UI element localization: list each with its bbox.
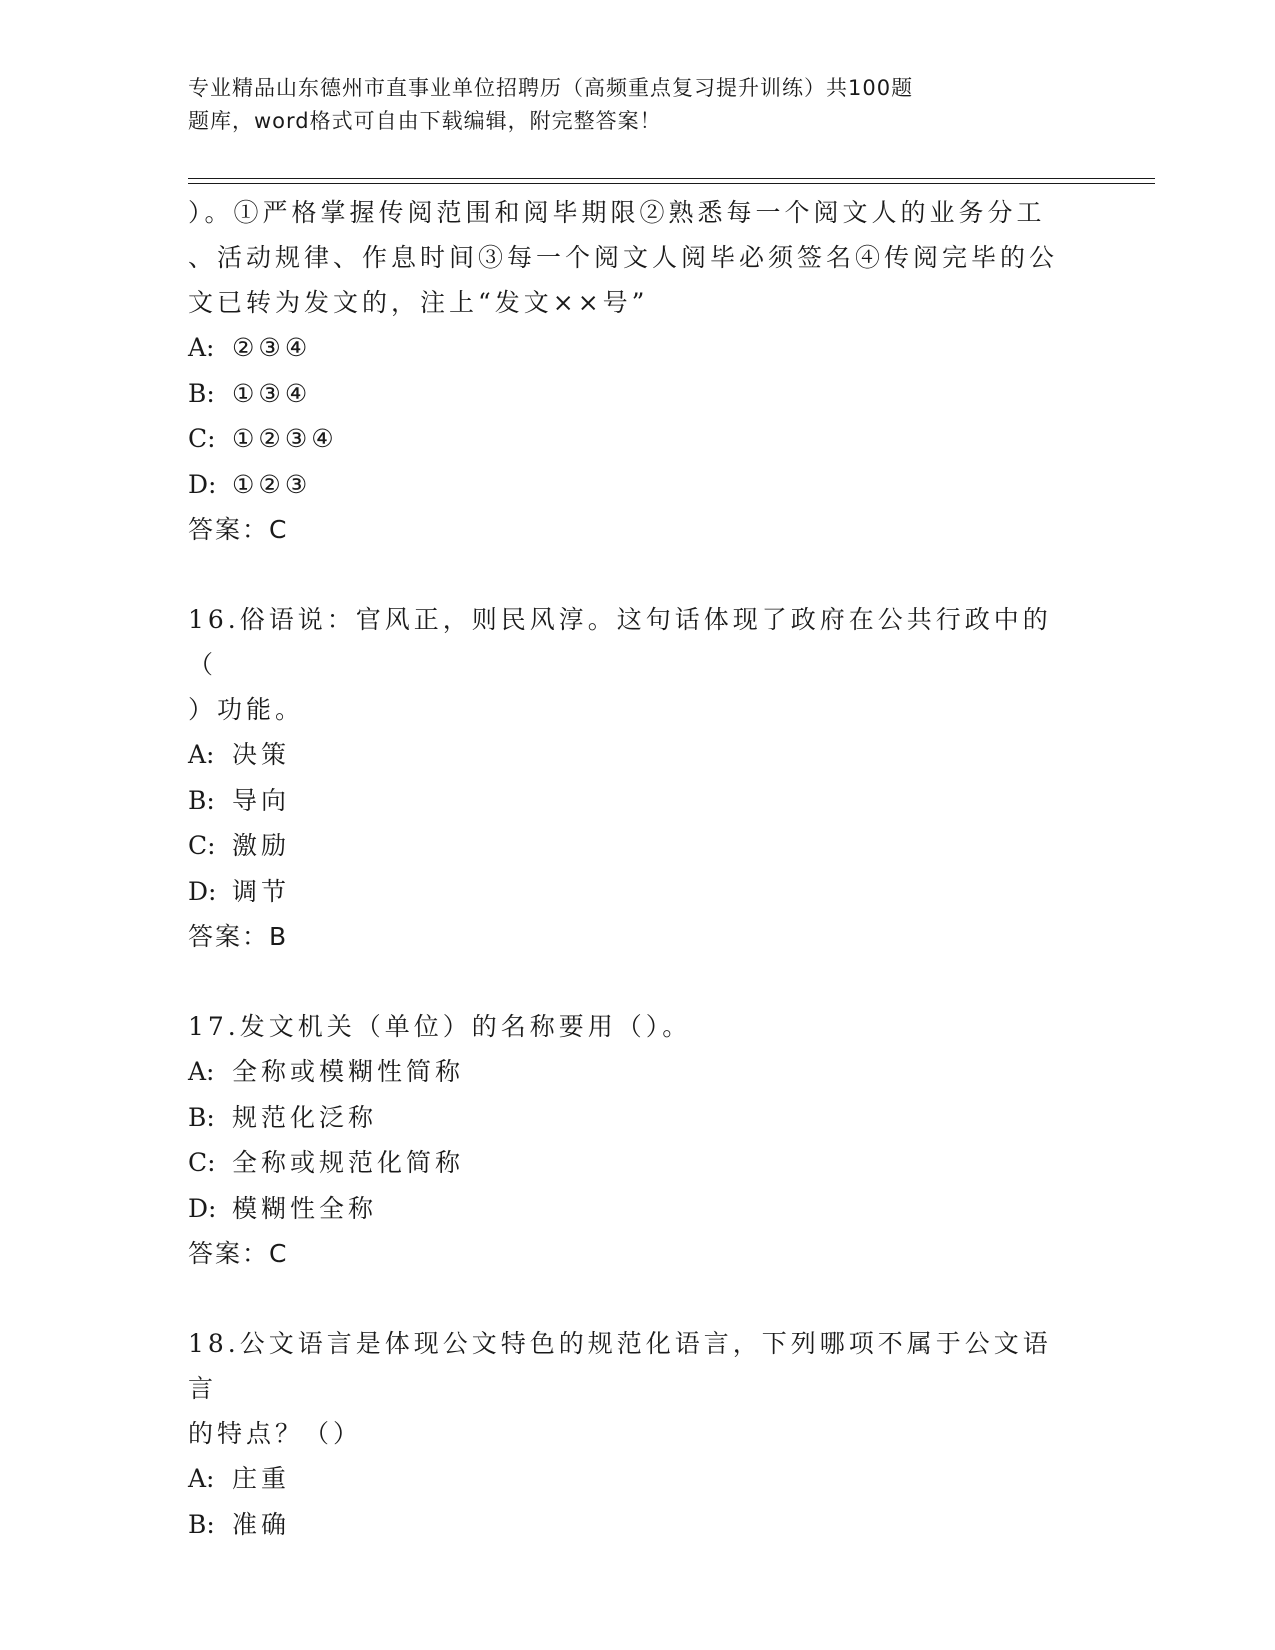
- header-line-1: 专业精品山东德州市直事业单位招聘历（高频重点复习提升训练）共100题: [188, 76, 914, 100]
- question-text-line: 16.俗语说：官风正，则民风淳。这句话体现了政府在公共行政中的（: [188, 605, 1052, 679]
- option-key: A:: [188, 740, 215, 769]
- option-text: ①②③: [232, 469, 312, 499]
- option-c: [188, 1140, 1068, 1186]
- question-block: [188, 1321, 1068, 1547]
- option-text: 模糊性全称: [232, 1193, 378, 1223]
- option-key: A:: [188, 333, 215, 362]
- option-key: D:: [188, 1193, 217, 1223]
- option-c: [188, 823, 1068, 869]
- option-a: [188, 1049, 1068, 1095]
- answer-line: 答案：B: [188, 922, 289, 951]
- option-text: 全称或规范化简称: [232, 1148, 465, 1177]
- option-text: 准确: [232, 1509, 291, 1539]
- option-b: [188, 778, 1068, 824]
- option-a: [188, 1456, 1068, 1502]
- option-b: [188, 1502, 1068, 1548]
- question-spacer: [188, 1276, 1068, 1321]
- option-text: 全称或模糊性简称: [232, 1057, 465, 1086]
- question-text-line: ）。①严格掌握传阅范围和阅毕期限②熟悉每一个阅文人的业务分工: [188, 198, 1046, 227]
- option-d: [188, 462, 1068, 508]
- question-text-line: 的特点？（）: [188, 1419, 363, 1448]
- option-key: A:: [188, 1464, 215, 1493]
- option-text: ①③④: [232, 378, 312, 408]
- header-rule-top: [188, 178, 1155, 179]
- option-key: B:: [188, 1102, 215, 1132]
- question-spacer: [188, 552, 1068, 597]
- option-text: 导向: [232, 785, 291, 815]
- option-text: ①②③④: [232, 424, 338, 453]
- option-a: [188, 325, 1068, 371]
- option-key: C:: [188, 831, 216, 860]
- option-text: 庄重: [232, 1464, 291, 1493]
- question-text-line: 17.发文机关（单位）的名称要用（）。: [188, 1012, 692, 1041]
- option-d: [188, 869, 1068, 915]
- option-key: B:: [188, 785, 215, 815]
- question-block: [188, 597, 1068, 959]
- question-list: [188, 190, 1068, 1547]
- question-text-line: 、活动规律、作息时间③每一个阅文人阅毕必须签名④传阅完毕的公: [188, 243, 1059, 272]
- question-text-line: 18.公文语言是体现公文特色的规范化语言，下列哪项不属于公文语言: [188, 1329, 1052, 1403]
- question-text-line: ）功能。: [188, 695, 305, 724]
- option-key: C:: [188, 1148, 216, 1177]
- option-key: C:: [188, 424, 216, 453]
- option-key: B:: [188, 378, 215, 408]
- option-key: D:: [188, 876, 217, 906]
- option-key: D:: [188, 469, 217, 499]
- option-b: [188, 371, 1068, 417]
- option-text: 调节: [232, 876, 291, 906]
- header-rule-bottom: [188, 183, 1155, 184]
- option-key: A:: [188, 1057, 215, 1086]
- document-header: [188, 72, 1028, 138]
- option-c: [188, 416, 1068, 462]
- option-text: 激励: [232, 831, 291, 860]
- question-block: [188, 1004, 1068, 1276]
- option-a: [188, 732, 1068, 778]
- option-text: ②③④: [232, 333, 312, 362]
- option-d: [188, 1186, 1068, 1232]
- option-text: 规范化泛称: [232, 1102, 378, 1132]
- question-text-line: 文已转为发文的，注上“发文××号”: [188, 288, 649, 317]
- question-spacer: [188, 959, 1068, 1004]
- option-key: B:: [188, 1509, 215, 1539]
- answer-line: 答案：C: [188, 515, 289, 544]
- question-block: [188, 190, 1068, 552]
- answer-line: 答案：C: [188, 1239, 289, 1268]
- option-b: [188, 1095, 1068, 1141]
- option-text: 决策: [232, 740, 291, 769]
- header-line-2: 题库，word格式可自由下载编辑，附完整答案！: [188, 109, 662, 133]
